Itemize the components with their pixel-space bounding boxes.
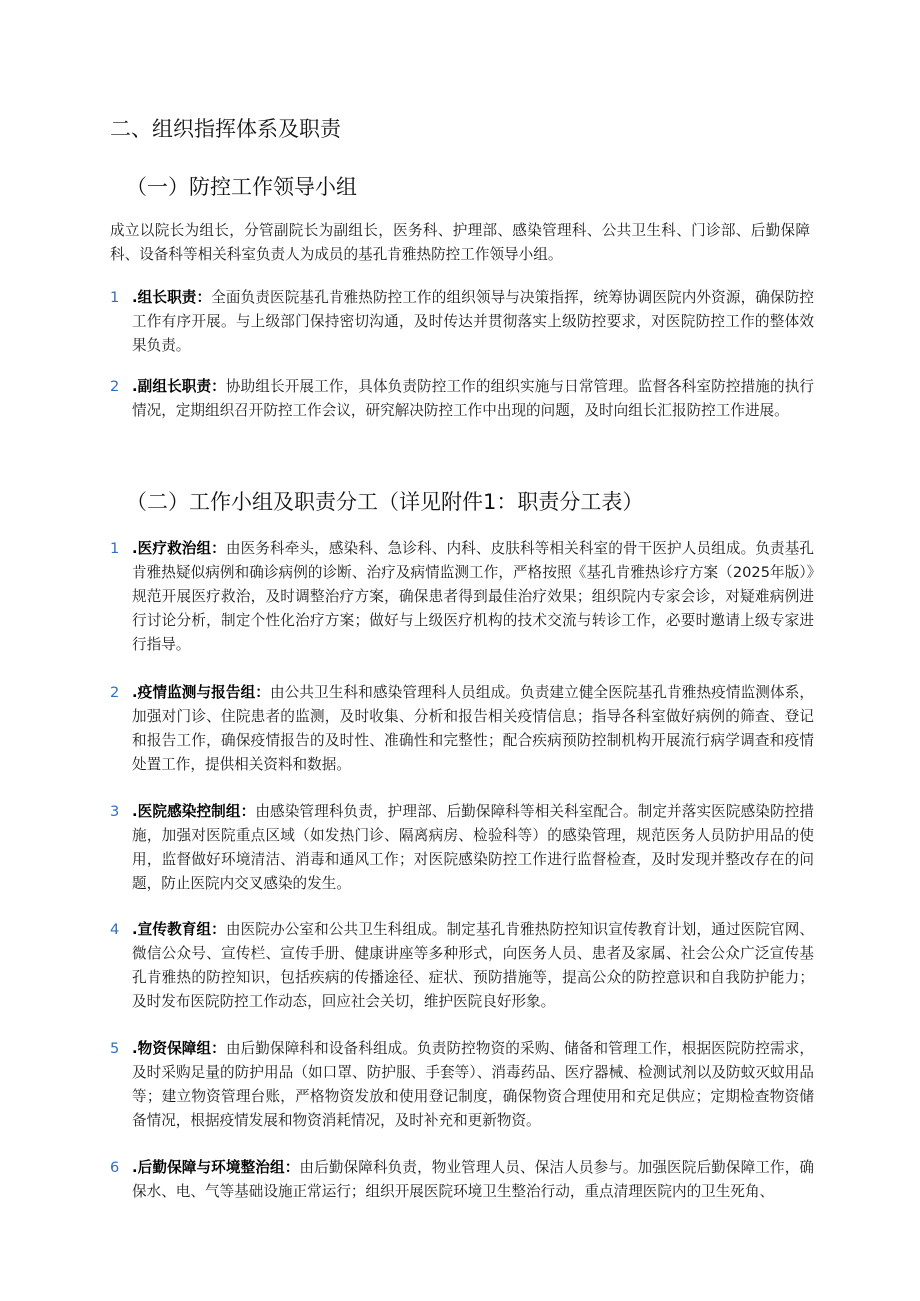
list-item-body bbox=[132, 286, 814, 358]
list-item bbox=[110, 681, 814, 777]
list-number: 5 bbox=[110, 1040, 120, 1057]
leadership-group-intro: 成立以院长为组长，分管副院长为副组长，医务科、护理部、感染管理科、公共卫生科、门诊部、后勤保障科、设备科等相关科室负责人为成员的基孔肯雅热防控工作领导小组。 bbox=[110, 222, 810, 263]
section-heading-work-groups: （二）工作小组及职责分工（详见附件1：职责分工表） bbox=[126, 490, 644, 514]
list-item-title: .医院感染控制组： bbox=[132, 803, 256, 820]
list-number: 3 bbox=[110, 803, 120, 820]
list-number: 2 bbox=[110, 684, 120, 701]
list-item-text: 全面负责医院基孔肯雅热防控工作的组织领导与决策指挥，统筹协调医院内外资源，确保防控工作有序开展。与上级部门保持密切沟通，及时传达并贯彻落实上级防控要求，对医院防控工作的整体效果负责。 bbox=[132, 289, 814, 354]
list-item-text: 由医院办公室和公共卫生科组成。制定基孔肯雅热防控知识宣传教育计划，通过医院官网、微信公众号、宣传栏、宣传手册、健康讲座等多种形式，向医务人员、患者及家属、社会公众广泛宣传基孔肯雅热的防控知识，包括疾病的传播途径、症状、预防措施等，提高公众的防控意识和自我防护能力；及时发布医院防控工作动态，回应社会关切，维护医院良好形象。 bbox=[132, 921, 814, 1010]
list-item-text: 由后勤保障科和设备科组成。负责防控物资的采购、储备和管理工作，根据医院防控需求，及时采购足量的防护用品（如口罩、防护服、手套等）、消毒药品、医疗器械、检测试剂以及防蚊灭蚊用品等；建立物资管理台账，严格物资发放和使用登记制度，确保物资合理使用和充足供应；定期检查物资储备情况，根据疫情发展和物资消耗情况，及时补充和更新物资。 bbox=[132, 1040, 814, 1129]
section-heading-leadership-group: （一）防控工作领导小组 bbox=[126, 175, 357, 199]
list-item-body bbox=[132, 918, 814, 1014]
list-item-body bbox=[132, 800, 814, 896]
list-item bbox=[110, 1037, 814, 1133]
list-number: 1 bbox=[110, 289, 120, 306]
list-item-title: .宣传教育组： bbox=[132, 921, 226, 938]
list-number: 2 bbox=[110, 378, 120, 395]
list-item-text: 由感染管理科负责，护理部、后勤保障科等相关科室配合。制定并落实医院感染防控措施，加强对医院重点区域（如发热门诊、隔离病房、检验科等）的感染管理，规范医务人员防护用品的使用，监督做好环境清洁、消毒和通风工作；对医院感染防控工作进行监督检查，及时发现并整改存在的问题，防止医院内交叉感染的发生。 bbox=[132, 803, 815, 892]
list-number: 4 bbox=[110, 921, 120, 938]
list-item-title: .组长职责： bbox=[132, 289, 212, 306]
list-item bbox=[110, 800, 814, 896]
list-item-body bbox=[132, 1156, 814, 1204]
list-item-title: .副组长职责： bbox=[132, 378, 226, 395]
list-item-text: 由医务科牵头，感染科、急诊科、内科、皮肤科等相关科室的骨干医护人员组成。负责基孔肯雅热疑似病例和确诊病例的诊断、治疗及病情监测工作，严格按照《基孔肯雅热诊疗方案（2025年版）》规范开展医疗救治，及时调整治疗方案，确保患者得到最佳治疗效果；组织院内专家会诊，对疑难病例进行讨论分析，制定个性化治疗方案；做好与上级医疗机构的技术交流与转诊工作，必要时邀请上级专家进行指导。 bbox=[132, 540, 814, 653]
list-item-body bbox=[132, 537, 814, 657]
list-item-title: .疫情监测与报告组： bbox=[132, 684, 271, 701]
list-item bbox=[110, 1156, 814, 1204]
list-item-body bbox=[132, 1037, 814, 1133]
list-item-text: 由公共卫生科和感染管理科人员组成。负责建立健全医院基孔肯雅热疫情监测体系，加强对门诊、住院患者的监测，及时收集、分析和报告相关疫情信息；指导各科室做好病例的筛查、登记和报告工作，确保疫情报告的及时性、准确性和完整性；配合疾病预防控制机构开展流行病学调查和疫情处置工作，提供相关资料和数据。 bbox=[132, 684, 814, 773]
list-item-title: .物资保障组： bbox=[132, 1040, 226, 1057]
list-item-text: 由后勤保障科负责，物业管理人员、保洁人员参与。加强医院后勤保障工作，确保水、电、气等基础设施正常运行；组织开展医院环境卫生整治行动，重点清理医院内的卫生死角、 bbox=[132, 1159, 814, 1200]
list-item-body bbox=[132, 375, 814, 423]
list-item bbox=[110, 537, 814, 657]
list-item bbox=[110, 286, 814, 358]
list-item bbox=[110, 375, 814, 423]
list-item-title: .后勤保障与环境整治组： bbox=[132, 1159, 300, 1176]
list-item-text: 协助组长开展工作，具体负责防控工作的组织实施与日常管理。监督各科室防控措施的执行情况，定期组织召开防控工作会议，研究解决防控工作中出现的问题，及时向组长汇报防控工作进展。 bbox=[132, 378, 814, 419]
list-item-title: .医疗救治组： bbox=[132, 540, 226, 557]
page-heading: 二、组织指挥体系及职责 bbox=[110, 117, 341, 141]
list-item bbox=[110, 918, 814, 1014]
list-number: 1 bbox=[110, 540, 120, 557]
list-item-body bbox=[132, 681, 814, 777]
list-number: 6 bbox=[110, 1159, 120, 1176]
